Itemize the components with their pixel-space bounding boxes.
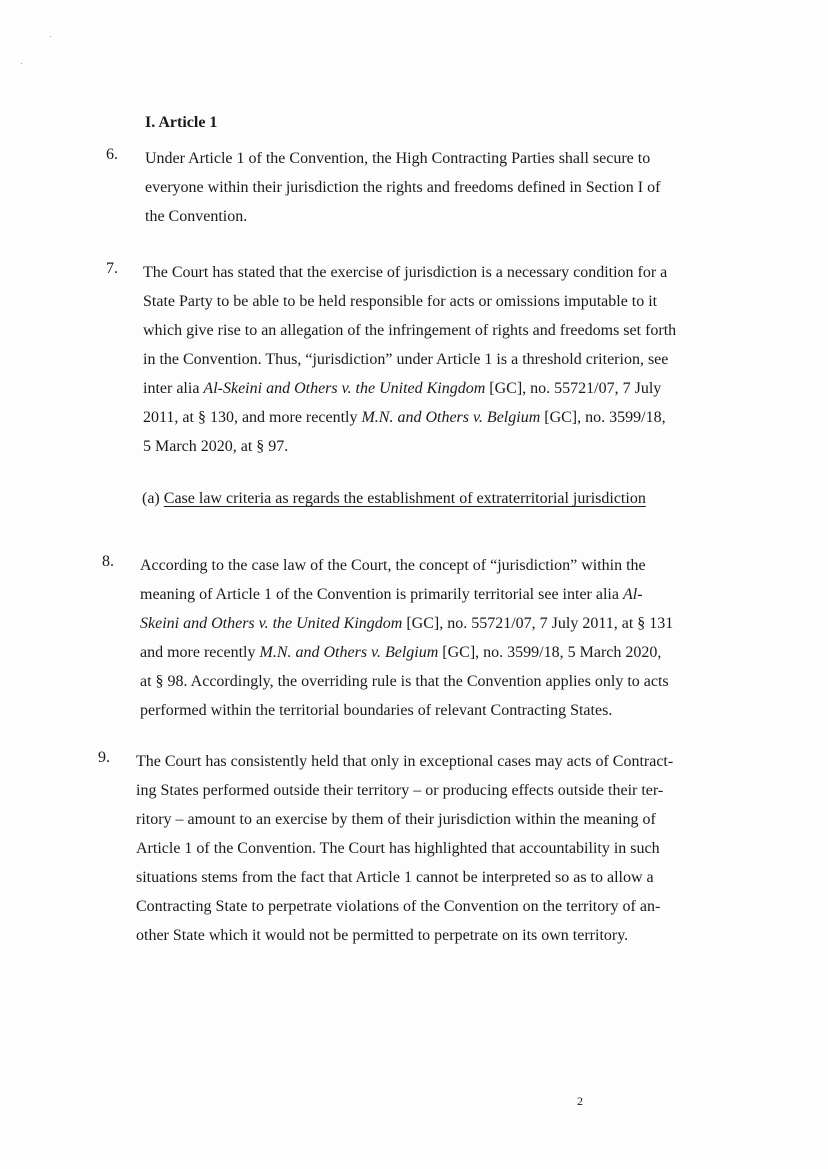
text-line	[136, 776, 696, 805]
text-run: Under Article 1 of the Convention, the High Contracting Parties shall secure to	[145, 150, 651, 167]
text-run: which give rise to an allegation of the infringement of rights and freedoms set forth	[143, 322, 677, 339]
scan-speck	[21, 63, 22, 64]
subsection-title: Case law criteria as regards the establishment of extraterritorial jurisdiction	[163, 490, 646, 507]
text-line	[136, 863, 696, 892]
case-citation: Al-Skeini and Others v. the United Kingdom	[203, 380, 486, 397]
text-run: situations stems from the fact that Article 1 cannot be interpreted so as to allow a	[136, 869, 654, 886]
text-line	[143, 316, 703, 345]
paragraph-text	[136, 747, 696, 950]
text-run: 2011, at § 130, and more recently	[143, 409, 362, 426]
text-run: ritory – amount to an exercise by them of their jurisdiction within the meaning of	[136, 811, 656, 828]
section-heading: I. Article 1	[145, 114, 218, 131]
text-line	[145, 202, 705, 231]
text-run: According to the case law of the Court, the concept of “jurisdiction” within the	[140, 557, 646, 574]
text-run: everyone within their jurisdiction the rights and freedoms defined in Section I of	[145, 179, 661, 196]
paragraph-text	[140, 551, 700, 725]
text-run: ing States performed outside their territory – or producing effects outside their ter-	[136, 782, 664, 799]
text-run: [GC], no. 3599/18, 5 March 2020,	[438, 644, 662, 661]
case-citation: M.N. and Others v. Belgium	[259, 644, 439, 661]
text-run: in the Convention. Thus, “jurisdiction” under Article 1 is a threshold criterion, see	[143, 351, 669, 368]
paragraph-number: 7.	[106, 260, 118, 277]
text-line	[136, 747, 696, 776]
text-line	[136, 834, 696, 863]
subsection-heading	[142, 490, 646, 508]
text-run: The Court has consistently held that only in exceptional cases may acts of Contract-	[136, 753, 674, 770]
paragraph-number: 6.	[106, 146, 118, 163]
scan-speck	[50, 36, 51, 37]
text-line	[140, 667, 700, 696]
text-line	[136, 921, 696, 950]
text-line	[143, 258, 703, 287]
text-line	[143, 287, 703, 316]
text-run: State Party to be able to be held responsible for acts or omissions imputable to it	[143, 293, 658, 310]
paragraph-number: 9.	[98, 749, 110, 766]
text-line	[143, 403, 703, 432]
text-run: and more recently	[140, 644, 260, 661]
text-run: Contracting State to perpetrate violations of the Convention on the territory of an-	[136, 898, 661, 915]
text-line	[143, 374, 703, 403]
text-run: other State which it would not be permitted to perpetrate on its own territory.	[136, 927, 629, 944]
text-run: the Convention.	[145, 208, 248, 225]
case-citation: M.N. and Others v. Belgium	[361, 409, 541, 426]
text-line	[140, 696, 700, 725]
text-run: 5 March 2020, at § 97.	[143, 438, 289, 455]
page-number: 2	[577, 1094, 583, 1108]
text-line	[140, 609, 700, 638]
text-line	[143, 345, 703, 374]
text-run: [GC], no. 55721/07, 7 July	[485, 380, 662, 397]
paragraph-text	[143, 258, 703, 461]
text-line	[140, 638, 700, 667]
subsection-label: (a)	[142, 490, 160, 507]
text-run: performed within the territorial boundaries of relevant Contracting States.	[140, 702, 613, 719]
text-run: Article 1 of the Convention. The Court has highlighted that accountability in such	[136, 840, 660, 857]
case-citation: Skeini and Others v. the United Kingdom	[140, 615, 403, 632]
text-line	[145, 144, 705, 173]
text-line	[136, 892, 696, 921]
text-run: [GC], no. 3599/18,	[540, 409, 666, 426]
case-citation: Al-	[622, 586, 643, 603]
paragraph-number: 8.	[102, 553, 114, 570]
text-run: [GC], no. 55721/07, 7 July 2011, at § 131	[402, 615, 674, 632]
text-line	[140, 551, 700, 580]
text-run: inter alia	[143, 380, 204, 397]
text-run: meaning of Article 1 of the Convention is primarily territorial see inter alia	[140, 586, 623, 603]
text-line	[145, 173, 705, 202]
paragraph-text	[145, 144, 705, 231]
text-line	[143, 432, 703, 461]
text-run: at § 98. Accordingly, the overriding rule is that the Convention applies only to acts	[140, 673, 669, 690]
text-run: The Court has stated that the exercise of jurisdiction is a necessary condition for a	[143, 264, 668, 281]
text-line	[136, 805, 696, 834]
text-line	[140, 580, 700, 609]
